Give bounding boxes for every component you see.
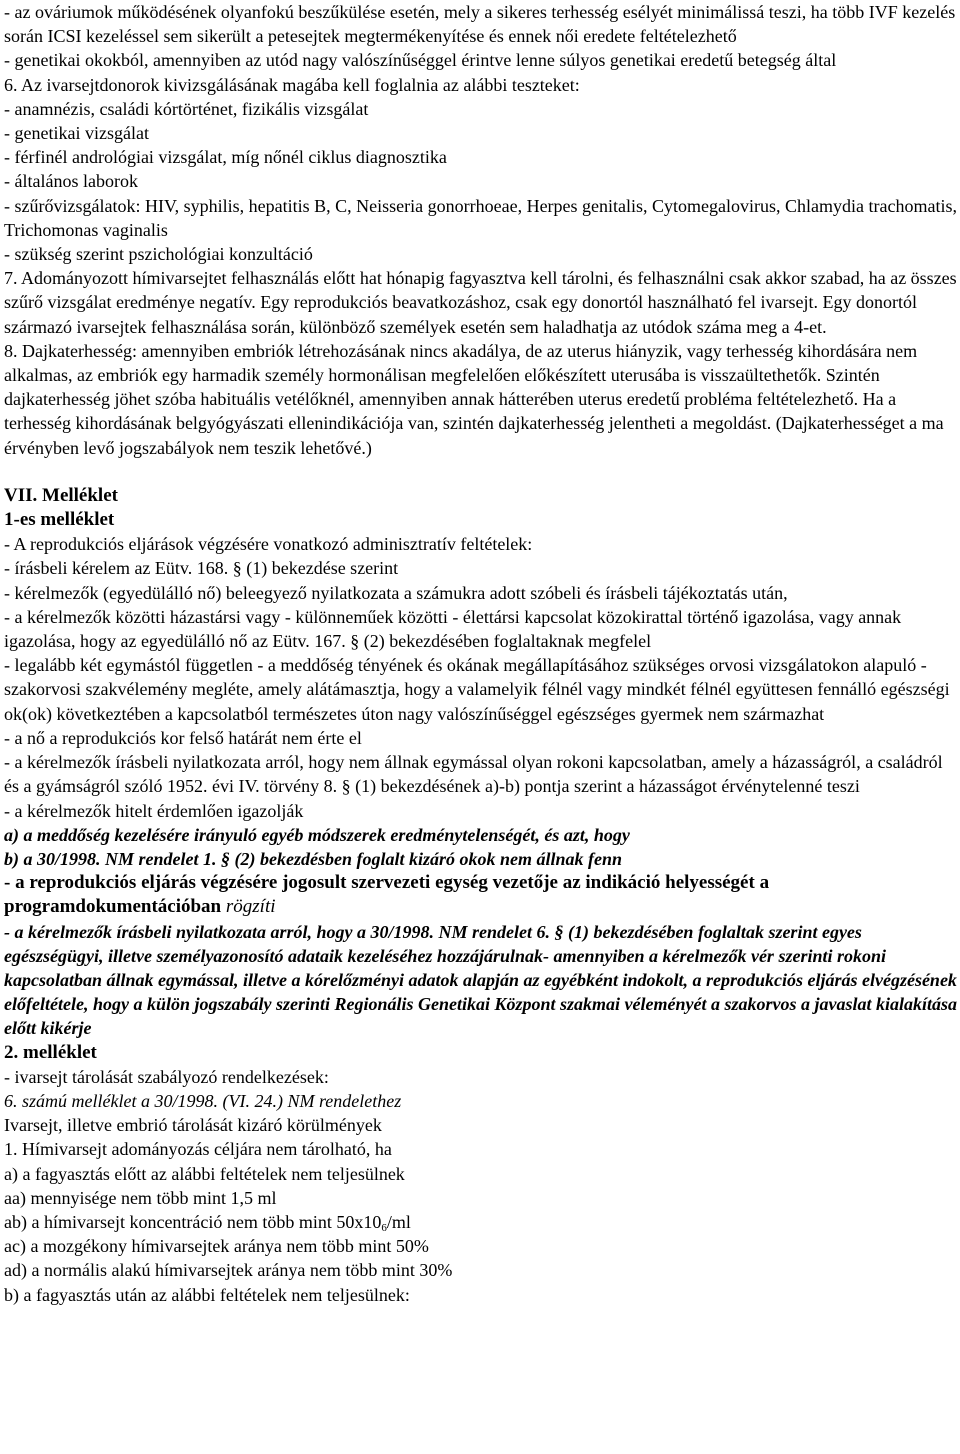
reference-line: 6. számú melléklet a 30/1998. (VI. 24.) NM rendelethez xyxy=(4,1090,402,1111)
list-item: - A reprodukciós eljárások végzésére vonatkozó adminisztratív feltételek: xyxy=(4,534,533,555)
list-item: - genetikai vizsgálat xyxy=(4,123,149,144)
paragraph: - az ováriumok működésének olyanfokú beszűkülése esetén, mely a sikeres terhesség esélyét minimálissá teszi, ha több IVF kezelés során ICSI kezeléssel sem sikerült a petesejtek megtermékenyítése és ennek női eredete feltételezhető xyxy=(4,2,956,47)
list-item: a) a meddőség kezelésére irányuló egyéb módszerek eredménytelenségét, és azt, hogy xyxy=(4,824,630,845)
list-item: b) a fagyasztás után az alábbi feltételek nem teljesülnek: xyxy=(4,1284,410,1305)
list-item: - legalább két egymástól független - a meddőség tényének és okának megállapításához szükséges orvosi vizsgálatokon alapuló - szakorvosi szakvélemény megléte, amely alátámasztja, hogy a valamelyik félnél vagy mindkét félnél együttesen fennálló egészségi ok(ok) következtében a kapcsolatból természetes úton nagy valószínűséggel egészséges gyermek nem származhat xyxy=(4,655,950,724)
list-item: - anamnézis, családi kórtörténet, fizikális vizsgálat xyxy=(4,98,369,119)
conc-text: ab) a hímivarsejt koncentráció nem több mint 50x10 xyxy=(4,1211,382,1232)
paragraph: - genetikai okokból, amennyiben az utód nagy valószínűséggel érintve lenne súlyos genetikai eredetű betegség által xyxy=(4,50,837,71)
appendix-2-heading: 2. melléklet xyxy=(4,1041,97,1063)
list-item: aa) mennyisége nem több mint 1,5 ml xyxy=(4,1187,277,1208)
paragraph: 8. Dajkaterhesség: amennyiben embriók létrehozásának nincs akadálya, de az uterus hiányzik, vagy terhesség kihordására nem alkalmas, az embriók egy harmadik személy hormonálisan megfelelően előkészített uterusába is visszaültethetők. Szintén dajkaterhesség jöhet szóba habituális vetélőknél, amennyiben annak hátterében uterus eredetű probléma feltételezhető. Ha a terhesség kihordásának belgyógyászati ellenindikációja van, szintén dajkaterhesség jelentheti a megoldást. (Dajkaterhességet a ma érvényben levő jogszabályok nem teszik lehetővé.) xyxy=(4,340,944,458)
bold-heading-text: - a reprodukciós eljárás végzésére jogosult szervezeti egység vezetője az indikáció helyességét a programdokumentációban xyxy=(4,872,770,918)
list-item: a) a fagyasztás előtt az alábbi feltételek nem teljesülnek xyxy=(4,1163,405,1184)
list-item: - szűrővizsgálatok: HIV, syphilis, hepatitis B, C, Neisseria gonorrhoeae, Herpes genitalis, Cytomegalovirus, Chlamydia trachomatis, Trichomonas vaginalis xyxy=(4,195,957,240)
bold-heading xyxy=(4,871,957,919)
list-item: - férfinél andrológiai vizsgálat, míg nőnél ciklus diagnosztika xyxy=(4,147,447,168)
paragraph: - a kérelmezők írásbeli nyilatkozata arról, hogy a 30/1998. NM rendelet 6. § (1) bekezdésében foglaltak szerint egyes egészségügyi, illetve személyazonosító adataik kezeléséhez hozzájárulnak- amennyiben a kérelmezők vér szerinti rokoni kapcsolatban állnak egymással, illetve a kórelőzményi adatok alapján az egyébként indokolt, a reprodukciós eljárás elvégzésének előfeltétele, hogy a külön jogszabály szerinti Regionális Genetikai Központ szakmai véleményét a szakorvos a javaslat kialakítása előtt kikérje xyxy=(4,921,957,1039)
list-item: - a kérelmezők írásbeli nyilatkozata arról, hogy nem állnak egymással olyan rokoni kapcsolatban, amely a házasságról, a családról és a gyámságról szóló 1952. évi IV. törvény 8. § (1) bekezdésének a)-b) pontja szerint a házasságot érvénytelenné teszi xyxy=(4,752,943,797)
list-item: - általános laborok xyxy=(4,171,138,192)
list-item: ac) a mozgékony hímivarsejtek aránya nem több mint 50% xyxy=(4,1236,429,1257)
list-item: - ivarsejt tárolását szabályozó rendelkezések: xyxy=(4,1066,329,1087)
list-item: - a kérelmezők hitelt érdemlően igazolják xyxy=(4,800,304,821)
spacer xyxy=(4,460,957,484)
paragraph: 6. Az ivarsejtdonorok kivizsgálásának magába kell foglalnia az alábbi teszteket: xyxy=(4,74,580,95)
paragraph: 1. Hímivarsejt adományozás céljára nem tárolható, ha xyxy=(4,1139,392,1160)
appendix-1-heading: 1-es melléklet xyxy=(4,509,115,531)
list-item: b) a 30/1998. NM rendelet 1. § (2) bekezdésben foglalt kizáró okok nem állnak fenn xyxy=(4,848,622,869)
list-item: - kérelmezők (egyedülálló nő) beleegyező nyilatkozata a számukra adott szóbeli és írásbeli tájékoztatás után, xyxy=(4,582,788,603)
appendix-heading: VII. Melléklet xyxy=(4,484,118,506)
list-item: - írásbeli kérelem az Eütv. 168. § (1) bekezdése szerint xyxy=(4,558,399,579)
list-item: - szükség szerint pszichológiai konzultáció xyxy=(4,244,313,265)
list-item xyxy=(4,1210,957,1234)
conc-unit: /ml xyxy=(386,1211,411,1232)
list-item: - a nő a reprodukciós kor felső határát nem érte el xyxy=(4,727,362,748)
paragraph: 7. Adományozott hímivarsejtet felhasználás előtt hat hónapig fagyasztva kell tárolni, és felhasználni csak akkor szabad, ha az összes szűrő vizsgálat eredménye negatív. Egy reprodukciós beavatkozáshoz, csak egy donortól használható fel ivarsejt. Egy donortól származó ivarsejtek felhasználása során, különböző személyek esetén sem haladhatja az utódok száma meg a 4-et. xyxy=(4,268,957,337)
list-item: - a kérelmezők közötti házastársi vagy - különneműek közötti - élettársi kapcsolat közokirattal történő igazolása, vagy annak igazolása, hogy az egyedülálló nő az Eütv. 167. § (2) bekezdésében foglaltaknak megfelel xyxy=(4,606,902,652)
conc-exponent: 6 xyxy=(381,1221,387,1234)
list-item: ad) a normális alakú hímivarsejtek aránya nem több mint 30% xyxy=(4,1260,453,1281)
bold-heading-italic: rögzíti xyxy=(225,896,276,918)
paragraph: Ivarsejt, illetve embrió tárolását kizáró körülmények xyxy=(4,1115,382,1136)
